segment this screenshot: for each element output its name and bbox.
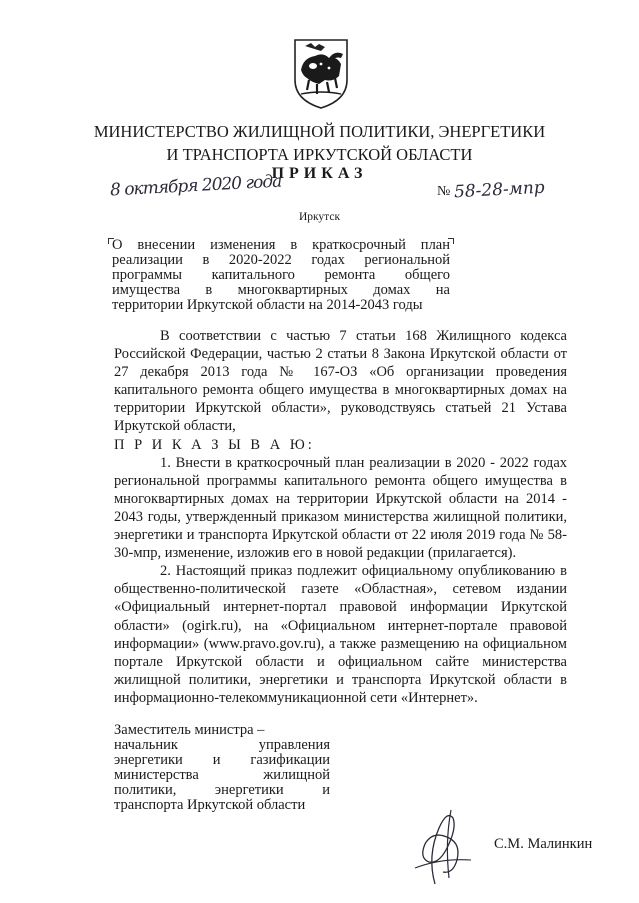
position-line-4: министерства жилищной — [114, 767, 330, 783]
command-heading: П Р И К А З Ы В А Ю: — [114, 436, 315, 453]
subject-line-3: программы капитального ремонта общего — [112, 267, 450, 283]
position-line-6: транспорта Иркутской области — [114, 797, 306, 813]
handwritten-signature-icon — [405, 798, 479, 890]
subject-line-1: О внесении изменения в краткосрочный план — [112, 237, 450, 253]
handwritten-date: 8 октября 2020 года — [109, 171, 282, 201]
order-body — [114, 327, 567, 707]
position-line-2: начальник управления — [114, 737, 330, 753]
handwritten-number: 58-28-мпр — [453, 177, 546, 203]
bracket-left-icon — [108, 238, 114, 244]
position-line-3: энергетики и газификации — [114, 752, 330, 768]
ministry-line-1: МИНИСТЕРСТВО ЖИЛИЩНОЙ ПОЛИТИКИ, ЭНЕРГЕТИКИ — [93, 122, 546, 141]
subject-line-4: имущества в многоквартирных домах на — [112, 282, 450, 298]
ministry-line-2: И ТРАНСПОРТА ИРКУТСКОЙ ОБЛАСТИ — [166, 145, 473, 164]
subject-line-2: реализации в 2020-2022 годах региональной — [112, 252, 450, 268]
coat-of-arms-icon — [291, 36, 351, 110]
signer-name: С.М. Малинкин — [494, 836, 593, 852]
signer-position — [114, 723, 330, 813]
city: Иркутск — [298, 211, 341, 223]
ministry-name — [60, 120, 579, 166]
bracket-right-icon — [448, 238, 454, 244]
position-line-5: политики, энергетики и — [114, 782, 330, 798]
position-line-1: Заместитель министра – — [114, 722, 265, 738]
preamble-paragraph: В соответствии с частью 7 статьи 168 Жилищного кодекса Российской Федерации, частью 2 статьи 8 Закона Иркутской области от 27 декабря 2013 года № 167-ОЗ «Об организации проведения капитального ремонта общего имущества в многоквартирных домах на территории Иркутской области», руководствуясь статьей 21 Устава Иркутской области, — [114, 328, 567, 435]
order-title: ПРИКАЗ — [271, 165, 368, 182]
number-prefix: № — [437, 184, 451, 199]
order-subject — [112, 238, 450, 313]
item-2-paragraph: 2. Настоящий приказ подлежит официальному опубликованию в общественно-политической газете «Областная», сетевом издании «Официальный интернет-портал правовой информации Иркутской области» (ogirk.ru), на «Официальном интернет-портале правовой информации» (www.pravo.gov.ru), а также размещению на официальном портале Иркутской области и официальном сайте министерства жилищной политики, энергетики и транспорта Иркутской области в информационно-телекоммуникационной сети «Интернет». — [114, 563, 567, 706]
subject-line-5: территории Иркутской области на 2014-2043 годы — [112, 297, 423, 313]
item-1-paragraph: 1. Внести в краткосрочный план реализации в 2020 - 2022 годах региональной программы капитального ремонта общего имущества в многоквартирных домах на территории Иркутской области на 2014 - 2043 годы, утвержденный приказом министерства жилищной политики, энергетики и транспорта Иркутской области от 22 июля 2019 года № 58-30-мпр, изменение, изложив его в новой редакции (прилагается). — [114, 454, 567, 562]
order-number — [437, 177, 546, 203]
